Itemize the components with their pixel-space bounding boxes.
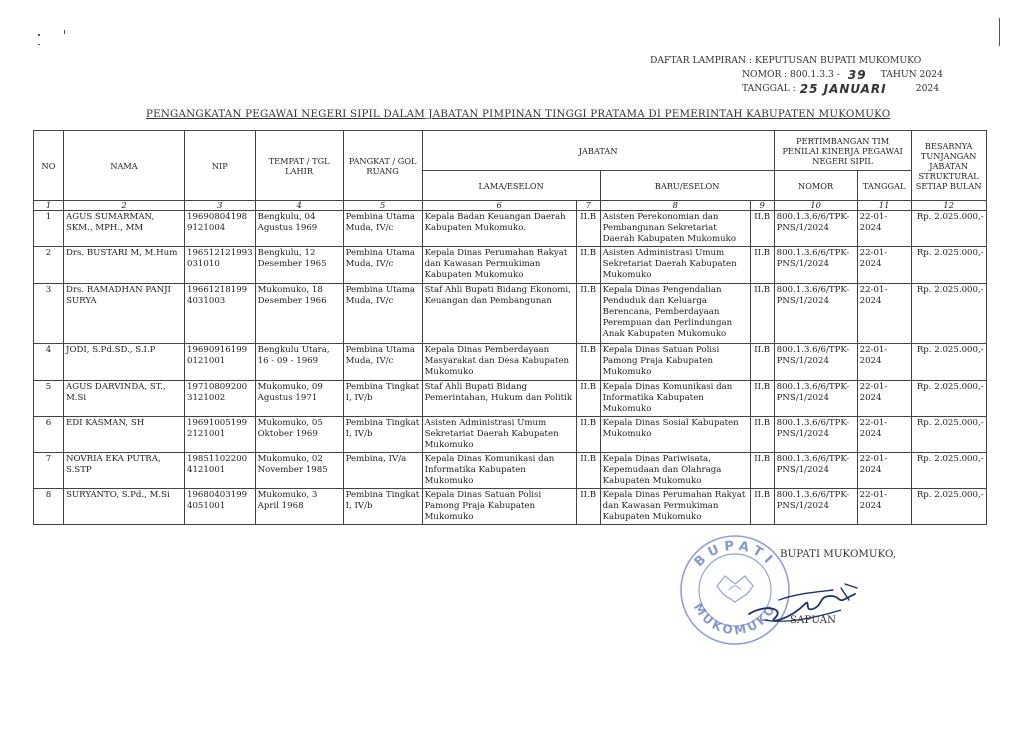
assessment-date: 22-01-2024 [857,211,911,247]
year-label: TAHUN 2024 [880,69,943,80]
header-nomor: NOMOR [774,171,857,201]
rank-grade: Pembina Utama Muda, IV/c [343,344,422,381]
assessment-date: 22-01-2024 [857,489,911,525]
employee-name: Drs. BUSTARI M, M.Hum [64,247,185,284]
birth-place-date: Mukomuko, 05 Oktober 1969 [255,417,343,453]
row-number: 2 [34,247,64,284]
new-echelon: II.B [750,489,774,525]
appointment-table [33,130,987,525]
employee-name: EDI KASMAN, SH [64,417,185,453]
new-echelon: II.B [750,247,774,284]
employee-name: AGUS SUMARMAN, SKM., MPH., MM [64,211,185,247]
previous-position: Kepala Badan Keuangan Daerah Kabupaten Mukomuko. [422,211,576,247]
stamp-text-top: BUPATI [691,538,779,571]
allowance-amount: Rp. 2.025.000,- [911,211,986,247]
birth-place-date: Bengkulu Utara, 16 - 09 - 1969 [255,344,343,381]
header-no: NO [34,131,64,201]
header-tunjangan: BESARNYA TUNJANGAN JABATAN STRUKTURAL SETIAP BULAN [911,131,986,201]
allowance-amount: Rp. 2.025.000,- [911,489,986,525]
previous-echelon: II.B [576,381,600,417]
document-header [650,54,980,96]
previous-echelon: II.B [576,453,600,489]
assessment-date: 22-01-2024 [857,344,911,381]
row-number: 8 [34,489,64,525]
row-number: 7 [34,453,64,489]
allowance-amount: Rp. 2.025.000,- [911,381,986,417]
new-position: Kepala Dinas Pengendalian Penduduk dan Keluarga Berencana, Pemberdayaan Perempuan dan Perlindungan Anak Kabupaten Mukomuko [600,284,750,344]
previous-position: Staf Ahli Bupati Bidang Ekonomi, Keuangan dan Pembangunan [422,284,576,344]
row-number: 4 [34,344,64,381]
new-position: Kepala Dinas Komunikasi dan Informatika Kabupaten Mukomuko [600,381,750,417]
assessment-number: 800.1.3.6/6/TPK-PNS/1/2024 [774,417,857,453]
row-number: 6 [34,417,64,453]
header-nama: NAMA [64,131,185,201]
column-number: 11 [857,201,911,211]
assessment-date: 22-01-2024 [857,284,911,344]
allowance-amount: Rp. 2.025.000,- [911,417,986,453]
nomor-handwritten: 39 [847,68,867,82]
header-jabatan: JABATAN [422,131,774,171]
assessment-number: 800.1.3.6/6/TPK-PNS/1/2024 [774,381,857,417]
signature-title: BUPATI MUKOMUKO, [780,548,897,560]
table-row [34,344,987,381]
assessment-number: 800.1.3.6/6/TPK-PNS/1/2024 [774,247,857,284]
column-number: 8 [600,201,750,211]
employee-nip: 19710809200 3121002 [185,381,256,417]
table-row [34,284,987,344]
previous-position: Kepala Dinas Perumahan Rakyat dan Kawasan Permukiman Kabupaten Mukomuko [422,247,576,284]
employee-name: Drs. RAMADHAN PANJI SURYA [64,284,185,344]
previous-echelon: II.B [576,344,600,381]
row-number: 3 [34,284,64,344]
column-number: 2 [64,201,185,211]
previous-position: Kepala Dinas Komunikasi dan Informatika Kabupaten Mukomuko [422,453,576,489]
scan-speck [38,34,40,36]
birth-place-date: Mukomuko, 09 Agustus 1971 [255,381,343,417]
assessment-number: 800.1.3.6/6/TPK-PNS/1/2024 [774,453,857,489]
assessment-date: 22-01-2024 [857,247,911,284]
assessment-number: 800.1.3.6/6/TPK-PNS/1/2024 [774,344,857,381]
tanggal-year: 2024 [915,83,940,94]
stamp-text-bottom: MUKOMUKO [690,600,780,638]
new-position: Kepala Dinas Satuan Polisi Pamong Praja Kabupaten Mukomuko [600,344,750,381]
employee-name: NOVRIA EKA PUTRA, S.STP [64,453,185,489]
header-tanggal: TANGGAL [857,171,911,201]
employee-nip: 19690916199 0121001 [185,344,256,381]
table-row [34,381,987,417]
rank-grade: Pembina, IV/a [343,453,422,489]
employee-name: JODI, S.Pd.SD., S.I.P [64,344,185,381]
new-position: Asisten Perekonomian dan Pembangunan Sekretariat Daerah Kabupaten Mukomuko [600,211,750,247]
new-position: Kepala Dinas Perumahan Rakyat dan Kawasan Permukiman Kabupaten Mukomuko [600,489,750,525]
column-number: 9 [750,201,774,211]
employee-nip: 196512121993 031010 [185,247,256,284]
signatory-name: SAPUAN [790,614,837,626]
previous-position: Kepala Dinas Pemberdayaan Masyarakat dan Desa Kabupaten Mukomuko [422,344,576,381]
document-title: PENGANGKATAN PEGAWAI NEGERI SIPIL DALAM JABATAN PIMPINAN TINGGI PRATAMA DI PEMERINTAH KABUPATEN MUKOMUKO [146,108,891,120]
previous-position: Asisten Administrasi Umum Sekretariat Daerah Kabupaten Mukomuko [422,417,576,453]
header-lama-eselon: LAMA/ESELON [422,171,600,201]
allowance-amount: Rp. 2.025.000,- [911,453,986,489]
row-number: 5 [34,381,64,417]
new-position: Kepala Dinas Pariwisata, Kepemudaan dan Olahraga Kabupaten Mukomuko [600,453,750,489]
birth-place-date: Mukomuko, 18 Desember 1966 [255,284,343,344]
table-row [34,417,987,453]
rank-grade: Pembina Utama Muda, IV/c [343,284,422,344]
column-number-row [34,201,987,211]
previous-echelon: II.B [576,489,600,525]
new-position: Asisten Administrasi Umum Sekretariat Daerah Kabupaten Mukomuko [600,247,750,284]
table-row [34,489,987,525]
column-number: 4 [255,201,343,211]
header-tempat-tgl-lahir: TEMPAT / TGL LAHIR [255,131,343,201]
previous-echelon: II.B [576,247,600,284]
nomor-label: NOMOR [742,69,782,80]
allowance-amount: Rp. 2.025.000,- [911,247,986,284]
column-number: 12 [911,201,986,211]
assessment-date: 22-01-2024 [857,381,911,417]
table-row [34,453,987,489]
previous-position: Staf Ahli Bupati Bidang Pemerintahan, Hukum dan Politik [422,381,576,417]
table-row [34,247,987,284]
allowance-amount: Rp. 2.025.000,- [911,344,986,381]
column-number: 10 [774,201,857,211]
employee-name: SURYANTO, S.Pd., M.Si [64,489,185,525]
employee-nip: 19690804198 9121004 [185,211,256,247]
assessment-date: 22-01-2024 [857,453,911,489]
birth-place-date: Bengkulu, 12 Desember 1965 [255,247,343,284]
assessment-number: 800.1.3.6/6/TPK-PNS/1/2024 [774,211,857,247]
employee-nip: 19680403199 4051001 [185,489,256,525]
header-pangkat: PANGKAT / GOL RUANG [343,131,422,201]
nomor-value: : 800.1.3.3 - [784,69,840,80]
previous-echelon: II.B [576,211,600,247]
tanggal-handwritten: 25 JANUARI [799,82,887,96]
column-number: 1 [34,201,64,211]
column-number: 7 [576,201,600,211]
rank-grade: Pembina Utama Muda, IV/c [343,211,422,247]
header-nip: NIP [185,131,256,201]
new-echelon: II.B [750,211,774,247]
rank-grade: Pembina Tingkat I, IV/b [343,489,422,525]
tanggal-label: TANGGAL : [742,83,796,94]
row-number: 1 [34,211,64,247]
header-pertimbangan-tim: PERTIMBANGAN TIM PENILAI KINERJA PEGAWAI NEGERI SIPIL [774,131,911,171]
employee-nip: 19661218199 4031003 [185,284,256,344]
scan-edge-line [999,18,1000,46]
birth-place-date: Bengkulu, 04 Agustus 1969 [255,211,343,247]
assessment-number: 800.1.3.6/6/TPK-PNS/1/2024 [774,284,857,344]
previous-position: Kepala Dinas Satuan Polisi Pamong Praja Kabupaten Mukomuko [422,489,576,525]
column-number: 5 [343,201,422,211]
new-echelon: II.B [750,381,774,417]
employee-nip: 19691005199 2121001 [185,417,256,453]
employee-nip: 19851102200 4121001 [185,453,256,489]
header-baru-eselon: BARU/ESELON [600,171,774,201]
scan-speck [64,30,65,34]
new-echelon: II.B [750,284,774,344]
scan-speck [38,44,40,45]
rank-grade: Pembina Tingkat I, IV/b [343,381,422,417]
new-position: Kepala Dinas Sosial Kabupaten Mukomuko [600,417,750,453]
birth-place-date: Mukomuko, 3 April 1968 [255,489,343,525]
column-number: 3 [185,201,256,211]
rank-grade: Pembina Utama Muda, IV/c [343,247,422,284]
header-line: DAFTAR LAMPIRAN : KEPUTUSAN BUPATI MUKOMUKO [650,55,922,66]
column-number: 6 [422,201,576,211]
assessment-date: 22-01-2024 [857,417,911,453]
previous-echelon: II.B [576,417,600,453]
employee-name: AGUS DARVINDA, ST., M.Si [64,381,185,417]
previous-echelon: II.B [576,284,600,344]
allowance-amount: Rp. 2.025.000,- [911,284,986,344]
new-echelon: II.B [750,344,774,381]
new-echelon: II.B [750,417,774,453]
rank-grade: Pembina Tingkat I, IV/b [343,417,422,453]
new-echelon: II.B [750,453,774,489]
assessment-number: 800.1.3.6/6/TPK-PNS/1/2024 [774,489,857,525]
birth-place-date: Mukomuko, 02 November 1985 [255,453,343,489]
table-row [34,211,987,247]
